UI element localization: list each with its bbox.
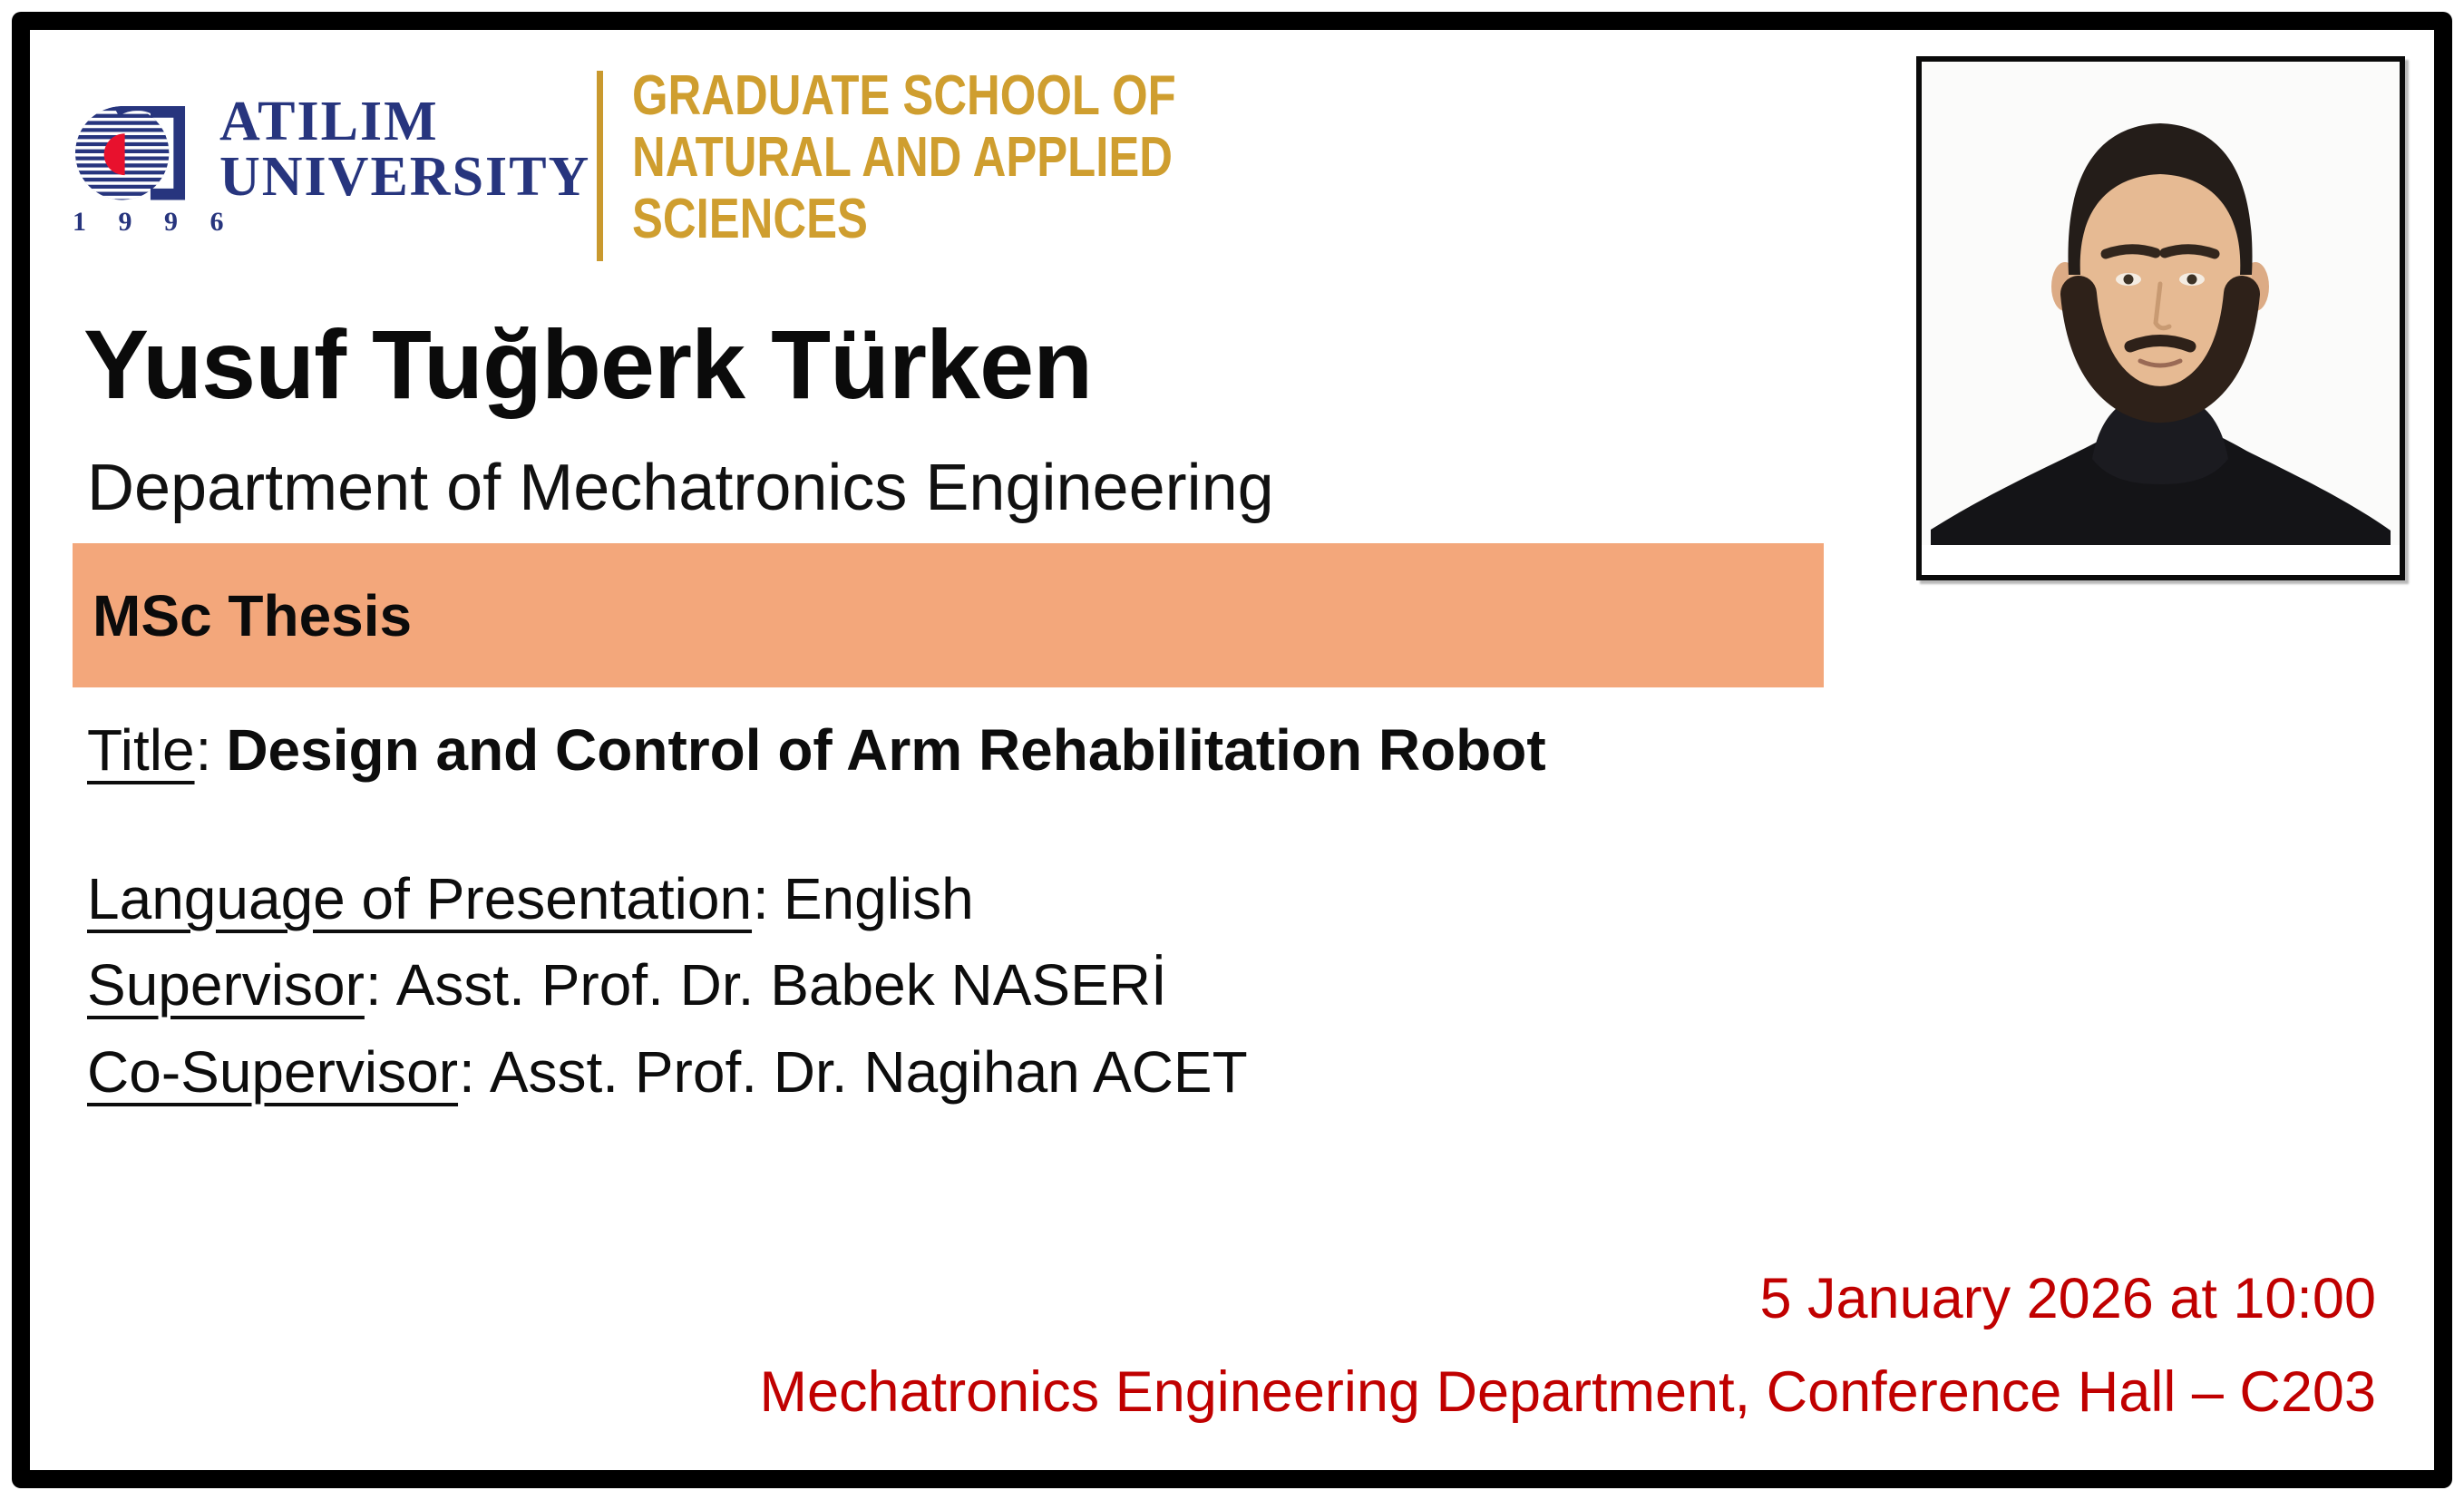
event-datetime: 5 January 2026 at 10:00 [1759, 1267, 2376, 1330]
language-value: English [783, 866, 974, 931]
title-separator: : [195, 717, 212, 783]
language-label: Language of Presentation [87, 866, 753, 931]
language-separator: : [753, 866, 769, 931]
logo-founding-year: 1 9 9 6 [73, 207, 237, 237]
detail-row-supervisor [87, 952, 1167, 1018]
detail-row-language [87, 866, 974, 931]
university-wordmark-line1: ATILIM [219, 91, 439, 152]
school-name-line3: SCIENCES [632, 188, 868, 250]
thesis-type-label: MSc Thesis [93, 582, 413, 648]
title-label: Title [87, 717, 195, 783]
presenter-portrait-photo [1916, 56, 2405, 580]
graduate-school-name [632, 65, 1176, 250]
co-supervisor-value: Asst. Prof. Dr. Nagihan ACET [489, 1039, 1248, 1105]
logo-divider-bar [597, 71, 603, 261]
thesis-title-row [87, 717, 1546, 783]
department-line: Department of Mechatronics Engineering [87, 452, 1274, 524]
event-location: Mechatronics Engineering Department, Conference Hall – C203 [759, 1360, 2376, 1424]
university-wordmark [219, 91, 591, 208]
supervisor-label: Supervisor [87, 952, 365, 1018]
thesis-type-banner [73, 543, 1824, 687]
supervisor-value: Asst. Prof. Dr. Babek NASERİ [395, 952, 1167, 1018]
co-supervisor-label: Co-Supervisor [87, 1039, 459, 1105]
co-supervisor-separator: : [459, 1039, 475, 1105]
portrait-illustration [1922, 62, 2400, 575]
school-name-line2: NATURAL AND APPLIED [632, 126, 1173, 189]
thesis-title: Design and Control of Arm Rehabilitation Robot [226, 717, 1546, 783]
university-wordmark-line2: UNIVERSITY [219, 146, 591, 208]
atilim-logo-icon [73, 106, 188, 202]
detail-row-co-supervisor [87, 1039, 1248, 1105]
school-name-line1: GRADUATE SCHOOL OF [632, 64, 1176, 127]
atilim-logo-mark-graphic [73, 106, 188, 201]
supervisor-separator: : [365, 952, 382, 1018]
presenter-name: Yusuf Tuğberk Türken [83, 309, 1093, 419]
